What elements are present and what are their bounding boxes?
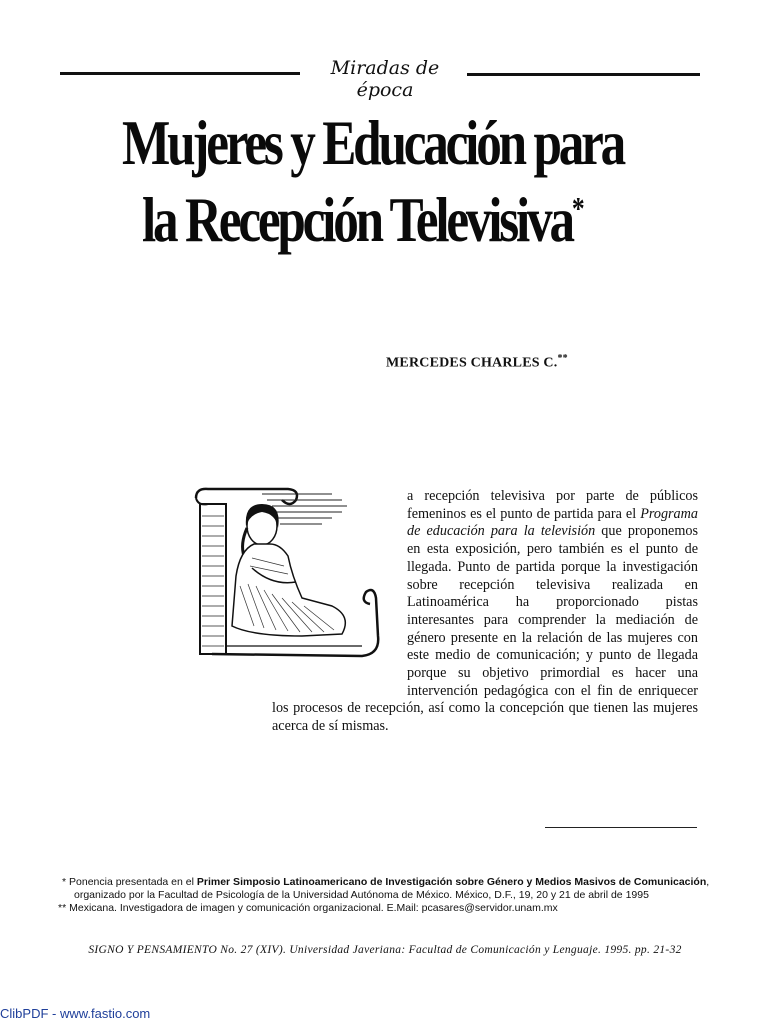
footnote-2	[58, 902, 558, 915]
footnote-1-end: ,	[706, 876, 710, 888]
author-footnote-marker: **	[557, 353, 568, 364]
article-title-line-1	[122, 107, 624, 178]
header-rule-left	[60, 72, 300, 75]
footnote-1-marker: *	[62, 876, 67, 888]
title-text-2: la Recepción Televisiva	[142, 184, 572, 255]
section-header: Miradas de época	[330, 57, 440, 101]
footnote-1	[62, 876, 709, 889]
author-name: MERCEDES CHARLES C.	[386, 355, 558, 371]
header-rule-right	[467, 73, 700, 76]
footnote-separator	[545, 827, 697, 828]
watermark-link[interactable]: ClibPDF - www.fastio.com	[0, 1006, 151, 1021]
footnote-2-marker: **	[58, 902, 67, 914]
program-name: Programa de educación para la televisión	[407, 505, 698, 540]
footnote-1-event: Primer Simposio Latinoamericano de Investigación sobre Género y Medios Masivos de Comunicación	[196, 876, 707, 888]
journal-reference: SIGNO Y PENSAMIENTO No. 27 (XIV). Universidad Javeriana: Facultad de Comunicación y Lenguaje. 1995. pp. 21-32	[88, 944, 682, 956]
footnote-1-continuation: organizado por la Facultad de Psicología de la Universidad Autónoma de México. México, D.F., 19, 20 y 21 de abril de 1995	[74, 889, 649, 901]
body-text-start: a recepción televisiva por parte de públicos femeninos es el punto de partida para el	[407, 488, 698, 522]
dropcap-space	[272, 488, 407, 685]
title-footnote-marker: *	[571, 190, 585, 226]
author-byline	[386, 353, 568, 372]
title-text-1: Mujeres y Educación para	[122, 107, 624, 178]
footnote-1-intro: Ponencia presentada en el	[69, 876, 197, 888]
body-paragraph	[272, 488, 698, 736]
footnote-2-text: Mexicana. Investigadora de imagen y comunicación organizacional. E.Mail: pcasares@servidor.unam.mx	[69, 902, 558, 914]
article-title-line-2	[142, 184, 585, 255]
body-text-rest: que proponemos en esta exposición, pero también es el punto de llegada. Punto de partida porque la investigación sobre recepción televisiva realizada en Latinoamérica ha proporcionado pistas interesantes para comprender la mediación de género presente en la relación de las mujeres con este medio de comunicación; y punto de llegada porque su objetivo primordial es hacer una intervención pedagógica con el fin de enriquecer los procesos de recepción, así como la concepción que tienen las mujeres acerca de sí mismas.	[272, 523, 698, 735]
